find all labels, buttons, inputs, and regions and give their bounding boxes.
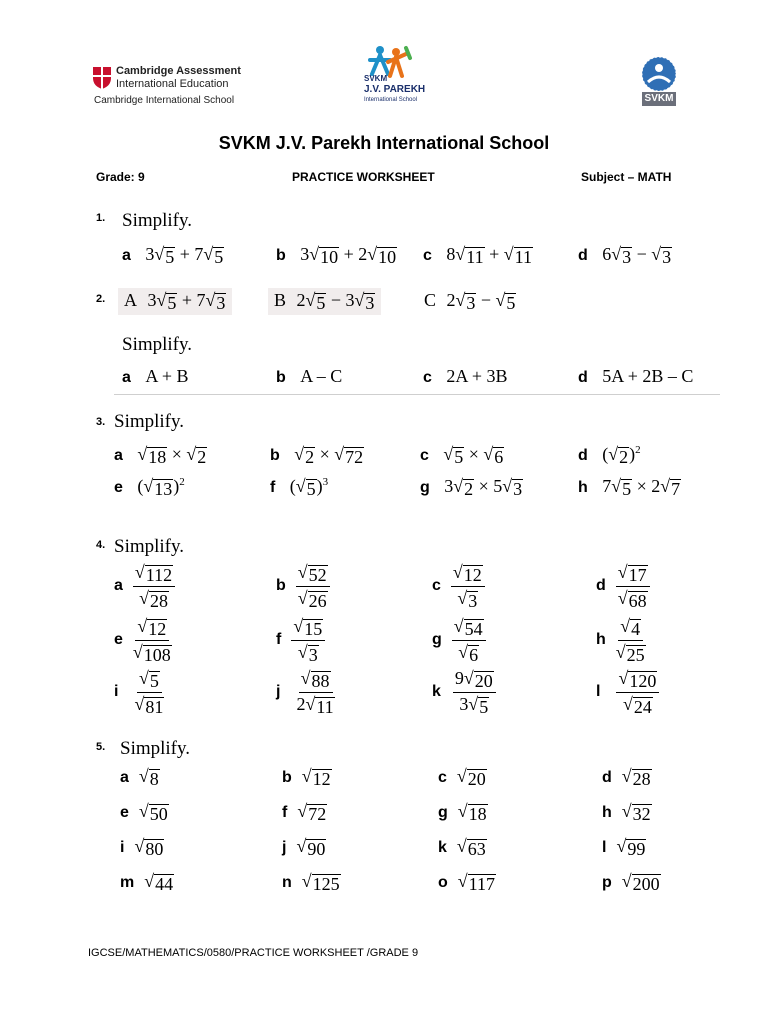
q5-label-d: d (602, 769, 612, 786)
q2-expr-c: 2A + 3B (446, 366, 508, 386)
q3-item-g: g 3 √ 2 × 5 √ 3 (420, 475, 523, 499)
q4-item-j: j √ 88 2 √ 11 (276, 667, 334, 717)
q5-radicand-d: 28 (632, 768, 651, 789)
q1-item-d: d 6 √ 3 − √ 3 (578, 243, 672, 267)
q3-label-a: a (114, 447, 123, 464)
q4-label-f: f (276, 631, 282, 649)
q2-item-a (122, 366, 189, 387)
q5-radicand-l: 99 (627, 838, 646, 859)
q5-item-f: f √ 72 (282, 800, 327, 824)
q4-label-l: l (596, 683, 601, 701)
q2-expr-b: A – C (300, 366, 343, 386)
q4-item-f: f √ 15 √ 3 (276, 616, 325, 665)
q5-label-p: p (602, 874, 612, 891)
q5-label-o: o (438, 874, 448, 891)
cambridge-line1: Cambridge Assessment (116, 65, 241, 77)
q3-item-e: e ( √ 13 )$^2$ (114, 475, 185, 499)
q3-label-g: g (420, 479, 430, 496)
q4-label-h: h (596, 631, 606, 649)
q4-label-j: j (276, 683, 281, 701)
q5-item-p: p √ 200 (602, 870, 660, 894)
q2-def-label-A: A (124, 290, 137, 310)
q5-radicand-k: 63 (467, 838, 486, 859)
q4-item-c: c √ 12 √ 3 (432, 562, 485, 611)
q1-number: 1. (96, 212, 106, 224)
q5-label-b: b (282, 769, 292, 786)
q5-item-e: e √ 50 (120, 800, 168, 824)
cambridge-shield-icon (92, 66, 112, 90)
svkm-globe-icon (636, 56, 682, 92)
q1-label-c: c (423, 247, 432, 264)
q4-label-k: k (432, 683, 441, 701)
q4-label-b: b (276, 577, 286, 595)
q5-item-k: k √ 63 (438, 835, 486, 859)
q2-def-label-B: B (274, 290, 287, 310)
q5-label-g: g (438, 804, 448, 821)
q5-radicand-a: 8 (149, 768, 159, 789)
q5-label-c: c (438, 769, 447, 786)
q4-label-d: d (596, 577, 606, 595)
q5-label-f: f (282, 804, 288, 821)
q4-item-b: b √ 52 √ 26 (276, 562, 330, 611)
q3-label-d: d (578, 447, 588, 464)
q5-radicand-p: 200 (632, 873, 660, 894)
q4-number: 4. (96, 539, 106, 551)
q5-item-d: d √ 28 (602, 765, 651, 789)
q4-item-g: g √ 54 √ 6 (432, 616, 486, 665)
q2-divider (114, 394, 720, 395)
q5-radicand-f: 72 (308, 803, 327, 824)
q2-label-d: d (578, 369, 588, 386)
q3-item-h: h 7 √ 5 × 2 √ 7 (578, 475, 681, 499)
q5-label-k: k (438, 839, 447, 856)
q4-label-a: a (114, 577, 123, 595)
q5-item-h: h √ 32 (602, 800, 651, 824)
q3-label-f: f (270, 479, 276, 496)
q5-radicand-i: 80 (145, 838, 164, 859)
q5-item-b: b √ 12 (282, 765, 331, 789)
q5-label-i: i (120, 839, 125, 856)
q2-label-c: c (423, 369, 432, 386)
q2-label-b: b (276, 369, 286, 386)
q5-radicand-o: 117 (468, 873, 496, 894)
q4-item-a: a √ 112 √ 28 (114, 562, 175, 611)
cambridge-line3: Cambridge International School (94, 95, 235, 106)
q5-radicand-c: 20 (467, 768, 486, 789)
q5-item-n: n √ 125 (282, 870, 340, 894)
q4-label-g: g (432, 631, 442, 649)
q3-label-b: b (270, 447, 280, 464)
q2-expr-a: A + B (145, 366, 189, 386)
q2-item-b (276, 366, 342, 387)
q3-label-h: h (578, 479, 588, 496)
q3-item-d: d ( √ 2 )$^2$ (578, 443, 641, 467)
q2-item-d (578, 366, 693, 387)
q3-item-f: f ( √ 5 )$^3$ (270, 475, 329, 499)
q3-heading: Simplify. (114, 411, 185, 432)
q5-label-l: l (602, 839, 607, 856)
q2-def-label-C: C (424, 290, 437, 310)
q1-item-c: c 8 √ 11 + √ 11 (423, 243, 532, 267)
q5-radicand-b: 12 (312, 768, 331, 789)
q5-item-o: o √ 117 (438, 870, 496, 894)
q5-radicand-g: 18 (468, 803, 487, 824)
q5-label-h: h (602, 804, 612, 821)
q5-radicand-e: 50 (149, 803, 168, 824)
jvparekh-logo (356, 44, 428, 108)
q5-label-m: m (120, 874, 135, 891)
q5-item-j: j √ 90 (282, 835, 326, 859)
jvparekh-sub: International School (364, 97, 418, 103)
q1-heading: Simplify. (122, 210, 193, 231)
q5-label-a: a (120, 769, 129, 786)
q5-number: 5. (96, 741, 106, 753)
q2-heading: Simplify. (122, 334, 193, 355)
q2-def-C: C 2 √ 3 − √ 5 (424, 289, 516, 313)
footer-text: IGCSE/MATHEMATICS/0580/PRACTICE WORKSHEET /GRADE 9 (88, 947, 419, 959)
q1-label-d: d (578, 247, 588, 264)
q5-item-g: g √ 18 (438, 800, 487, 824)
q5-radicand-j: 90 (307, 838, 326, 859)
q3-item-c: c √ 5 × √ 6 (420, 443, 504, 467)
q4-label-c: c (432, 577, 441, 595)
q5-item-a: a √ 8 (120, 765, 159, 789)
q3-number: 3. (96, 416, 106, 428)
svkm-logo (636, 56, 682, 108)
q4-item-i: i √ 5 √ 81 (114, 667, 164, 717)
grade-label: Grade: 9 (96, 170, 145, 184)
svkm-logo-text: SVKM (642, 92, 676, 106)
q5-item-i: i √ 80 (120, 835, 164, 859)
q3-item-a: a √ 18 × √ 2 (114, 443, 207, 467)
q5-item-m: m √ 44 (120, 870, 174, 894)
q2-label-a: a (122, 369, 131, 386)
q5-radicand-m: 44 (155, 873, 174, 894)
q2-expr-d: 5A + 2B – C (602, 366, 694, 386)
q3-item-b: b √ 2 × √ 72 (270, 443, 364, 467)
q4-label-i: i (114, 683, 119, 701)
q5-heading: Simplify. (120, 738, 191, 759)
jvparekh-name: J.V. PAREKH (364, 84, 426, 95)
q3-label-e: e (114, 479, 123, 496)
q4-item-h: h √ 4 √ 25 (596, 615, 645, 665)
q5-radicand-n: 125 (312, 873, 340, 894)
q4-item-d: d √ 17 √ 68 (596, 562, 650, 611)
q5-radicand-h: 32 (632, 803, 651, 824)
q5-item-c: c √ 20 (438, 765, 486, 789)
q2-item-c (423, 366, 508, 387)
q4-item-k: k 9 √ 20 3 √ 5 (432, 668, 496, 717)
q2-number: 2. (96, 293, 106, 305)
q5-label-e: e (120, 804, 129, 821)
q2-def-A: A 3 √ 5 + 7 √ 3 (118, 288, 232, 315)
q5-label-j: j (282, 839, 287, 856)
q2-def-B: B 2 √ 5 − 3 √ 3 (268, 288, 381, 315)
q1-label-b: b (276, 247, 286, 264)
q4-item-l: l √ 120 √ 24 (596, 668, 659, 717)
worksheet-label: PRACTICE WORKSHEET (292, 170, 435, 184)
q4-item-e: e √ 12 √ 108 (114, 615, 171, 665)
school-title: SVKM J.V. Parekh International School (218, 133, 550, 153)
q4-label-e: e (114, 631, 123, 649)
subject-label: Subject – MATH (581, 170, 672, 184)
q4-heading: Simplify. (114, 536, 185, 557)
q5-item-l: l √ 99 (602, 835, 646, 859)
cambridge-logo (92, 64, 241, 110)
jvparekh-top: SVKM (364, 74, 388, 83)
cambridge-line2: International Education (116, 78, 229, 90)
q1-item-a: a 3 √ 5 + 7 √ 5 (122, 243, 224, 267)
q5-label-n: n (282, 874, 292, 891)
q1-label-a: a (122, 247, 131, 264)
q1-item-b: b 3 √ 10 + 2 √ 10 (276, 243, 397, 267)
q3-label-c: c (420, 447, 429, 464)
